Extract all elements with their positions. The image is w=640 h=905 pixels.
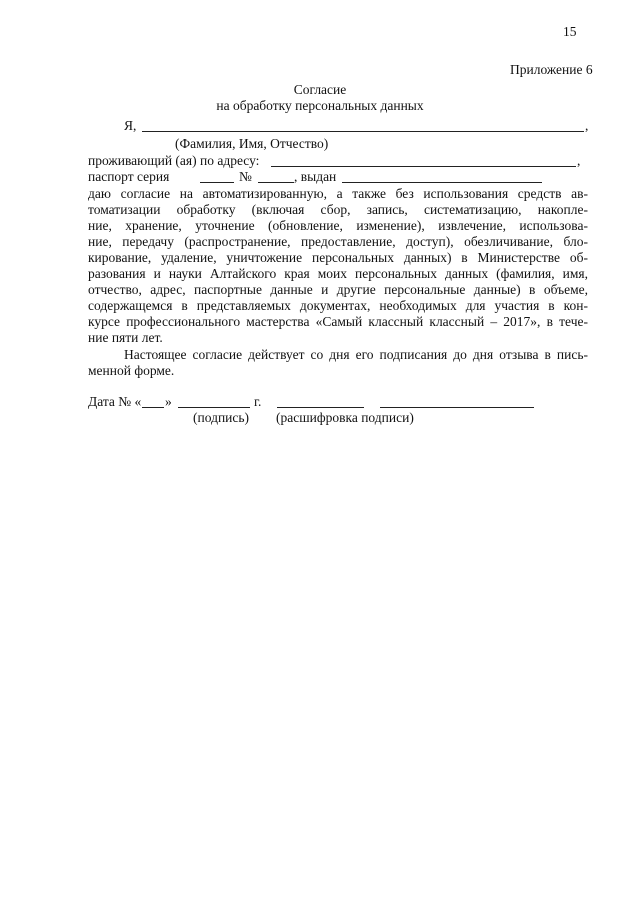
year-suffix: г. (254, 394, 262, 409)
decoding-hint: (расшифровка подписи) (276, 410, 414, 425)
body-line: томатизации обработку (включая сбор, запись, систематизацию, накопле- (88, 202, 588, 217)
body-line: ние, передачу (распространение, предоставление, доступ), обезличивание, бло- (88, 234, 588, 249)
date-month-field (178, 395, 250, 408)
comma-mark: , (585, 118, 589, 133)
signature-field (277, 395, 364, 408)
comma-mark-2: , (577, 153, 581, 168)
signature-decoding-field (380, 395, 534, 408)
date-day-field (142, 395, 164, 408)
body-line: кирование, удаление, уничтожение персональных данных) в Министерстве об- (88, 250, 588, 265)
page-number: 15 (563, 24, 577, 39)
passport-no-field (258, 170, 294, 183)
body-line: курсе профессионального мастерства «Самый классный классный – 2017», в тече- (88, 314, 588, 329)
address-field (271, 154, 576, 167)
body-line: отчество, адрес, паспортные данные и другие персональные данные) в объеме, (88, 282, 588, 297)
body-line: разования и науки Алтайского края моих персональных данных (фамилия, имя, (88, 266, 588, 281)
i-label: Я, (124, 118, 137, 133)
passport-series-field (200, 170, 234, 183)
fio-hint: (Фамилия, Имя, Отчество) (175, 136, 329, 151)
body-line: даю согласие на автоматизированную, а также без использования средств ав- (88, 186, 588, 201)
body-line: ние пяти лет. (88, 330, 163, 345)
issued-label: , выдан (294, 169, 337, 184)
validity-line: Настоящее согласие действует со дня его подписания до дня отзыва в пись- (124, 347, 588, 362)
date-close-quote: » (165, 394, 172, 409)
passport-series-label: паспорт серия (88, 169, 170, 184)
signature-hint: (подпись) (193, 410, 250, 425)
document-subtitle: на обработку персональных данных (216, 98, 424, 113)
fio-field (142, 119, 584, 132)
appendix-label: Приложение 6 (510, 62, 593, 77)
passport-no-label: № (239, 169, 252, 184)
date-label: Дата № « (88, 394, 142, 409)
address-label: проживающий (ая) по адресу: (88, 153, 260, 168)
validity-line: менной форме. (88, 363, 175, 378)
issued-field (342, 170, 542, 183)
body-line: содержащемся в представляемых документах, необходимых для участия в кон- (88, 298, 588, 313)
document-title: Согласие (293, 82, 347, 97)
body-line: ние, хранение, уточнение (обновление, изменение), извлечение, использова- (88, 218, 588, 233)
